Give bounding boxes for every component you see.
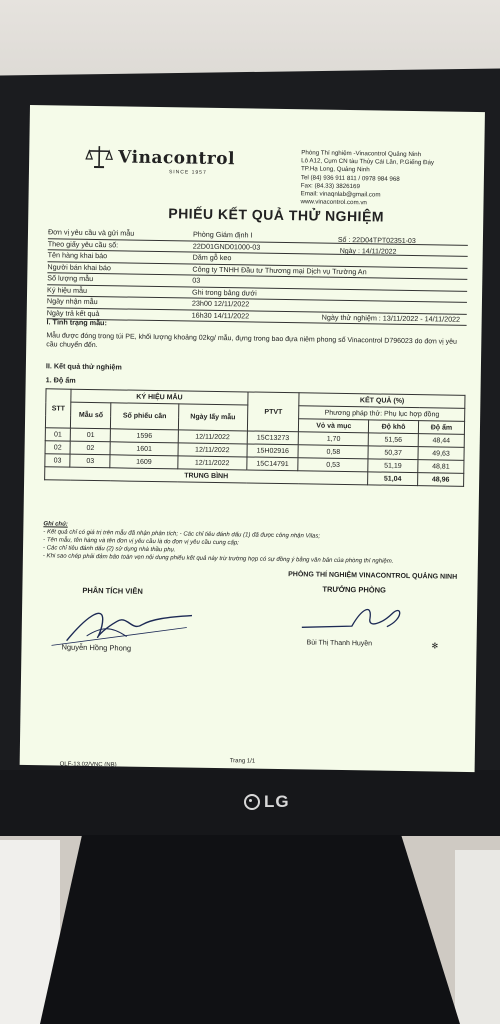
note-line: - Khi sao chép phải đảm bảo toàn vẹn nội dung phiếu kết quả này trừ trường hợp có sự đồng ý bằng văn bản của phòng thí nghiệm. <box>42 553 394 565</box>
col-header: Phương pháp thử: Phụ lục hợp đồng <box>299 406 465 422</box>
info-value: Ghi trong bảng dưới <box>192 287 257 298</box>
email: Email: vinaqnlab@gmail.com <box>300 190 381 199</box>
table-cell: 01 <box>70 428 110 442</box>
table-cell: 51,56 <box>368 433 418 447</box>
info-value: Công ty TNHH Đầu tư Thương mại Dịch vụ Trường An <box>192 264 367 276</box>
info-value: 22D01GND01000-03 <box>192 241 261 252</box>
lab-signature-title: PHÒNG THÍ NGHIỆM VINACONTROL QUẢNG NINH <box>288 571 458 581</box>
average-cell: 51,04 <box>368 472 418 486</box>
table-cell: 03 <box>45 454 70 467</box>
table-cell: 12/11/2022 <box>177 456 247 470</box>
sample-info <box>47 227 468 326</box>
section-heading: II. Kết quả thử nghiệm <box>45 361 122 372</box>
section-heading: I. Tình trạng mẫu: <box>46 317 107 328</box>
note-line: - Kết quả chỉ có giá trị trên mẫu đã nhận phân tích; - Các chỉ tiêu đánh dấu (1) đã được công nhận Vilas; <box>43 529 321 540</box>
tel: Tel (84) 936 911 811 / 0978 984 968 <box>300 173 400 183</box>
table-cell: 02 <box>70 441 110 455</box>
head-name: Bùi Thị Thanh Huyền <box>306 639 373 648</box>
since-text: SINCE 1957 <box>168 169 207 176</box>
col-header: KÝ HIỆU MẪU <box>71 389 248 405</box>
results-table <box>44 388 465 487</box>
note-line: - Tên mẫu, tên hàng và tên đơn vị yêu cầu là do đơn vị yêu cầu cung cấp; <box>43 537 239 547</box>
subsection-heading: 1. Độ ẩm <box>45 375 76 385</box>
vinacontrol-logo <box>84 142 235 174</box>
lab-name: Phòng Thí nghiệm -Vinacontrol Quảng Ninh <box>301 149 422 159</box>
average-label: TRUNG BÌNH <box>45 467 368 485</box>
report-date: Ngày : 14/11/2022 <box>339 247 397 256</box>
info-value: Phòng Giám định I <box>192 229 253 240</box>
lg-text: LG <box>264 792 290 811</box>
col-header: Độ khô <box>368 420 418 434</box>
table-cell: 15C14791 <box>247 457 299 471</box>
address-line: Lô A12, Cụm CN tàu Thủy Cái Lân, P.Giếng Đáy <box>301 157 435 167</box>
report-title: PHIẾU KẾT QUẢ THỬ NGHIỆM <box>168 205 385 225</box>
info-value: 16h30 14/11/2022 <box>191 310 250 320</box>
number-label: Số <box>337 236 347 244</box>
table-cell: 48,81 <box>418 460 464 474</box>
table-cell: 12/11/2022 <box>178 443 248 457</box>
table-cell: 50,37 <box>368 446 418 460</box>
lab-contact <box>300 149 481 209</box>
col-header: PTVT <box>247 392 299 432</box>
logo-text: Vinacontrol <box>118 147 236 170</box>
table-cell: 51,19 <box>368 459 418 473</box>
head-signature <box>292 597 413 639</box>
info-label: Theo giấy yêu cầu số: <box>47 238 119 249</box>
col-header: Độ ẩm <box>418 421 464 435</box>
table-cell: 15H02916 <box>247 444 299 458</box>
col-header: STT <box>45 389 71 428</box>
table-cell: 01 <box>45 428 70 441</box>
info-label: Tên hàng khai báo <box>47 250 108 261</box>
table-cell: 1601 <box>110 442 177 456</box>
stamp-mark: ✻ <box>431 641 439 651</box>
fax: Fax: (84.33) 3826169 <box>300 182 360 191</box>
info-label: Ngày nhận mẫu <box>46 296 98 307</box>
website: www.vinacontrol.com.vn <box>300 198 367 207</box>
info-label: Số lượng mẫu <box>47 273 94 284</box>
col-header: Vỏ và mục <box>299 419 369 433</box>
info-value: 23h00 12/11/2022 <box>191 298 250 309</box>
table-cell: 48,44 <box>418 434 464 448</box>
table-cell: 1,70 <box>299 432 369 446</box>
lg-logo <box>244 792 290 812</box>
monitor-stand <box>40 835 460 1024</box>
col-header: Số phiếu cân <box>111 403 179 430</box>
scale-icon <box>84 142 114 172</box>
info-value: Dăm gỗ keo <box>192 252 232 263</box>
col-header: Mẫu số <box>71 402 112 429</box>
table-cell: 0,53 <box>298 458 368 472</box>
desk-surface <box>455 850 500 1024</box>
head-role: TRƯỞNG PHÒNG <box>322 584 386 595</box>
sample-state: Mẫu được đóng trong túi PE, khối lượng khoảng 02kg/ mẫu, đựng trong bao đựa niêm phong số Vinacontrol D796023 do đơn vị yêu cầu chuyển đến. <box>46 332 458 350</box>
note-line: - Các chỉ tiêu đánh dấu (2) sử dụng nhà thầu phụ. <box>42 545 176 554</box>
table-cell: 0,58 <box>298 445 368 459</box>
notes-title: Ghi chú: <box>43 521 68 528</box>
table-cell: 02 <box>45 441 70 454</box>
table-cell: 03 <box>70 454 110 468</box>
document-screen <box>20 105 485 772</box>
info-label: Ký hiệu mẫu <box>47 284 88 295</box>
info-value: 03 <box>192 275 201 285</box>
lg-icon <box>244 794 260 810</box>
number-value: : 22D04TPT02351-03 <box>348 237 416 246</box>
address-line: TP.Hạ Long, Quảng Ninh <box>300 165 370 174</box>
col-header: KẾT QUẢ (%) <box>299 393 465 409</box>
table-cell: 12/11/2022 <box>178 430 248 444</box>
info-label: Đơn vị yêu cầu và gửi mẫu <box>47 227 135 238</box>
table-cell: 1596 <box>111 429 178 443</box>
test-date: Ngày thử nghiệm : 13/11/2022 - 14/11/2022 <box>321 312 461 324</box>
analyst-role: PHÂN TÍCH VIÊN <box>82 585 143 596</box>
info-label: Người bán khai báo <box>47 261 112 272</box>
table-cell: 15C13273 <box>247 431 299 445</box>
page-number: Trang 1/1 <box>229 758 256 765</box>
form-code: QLF-13.02/VNC (NB) <box>59 761 117 769</box>
analyst-name: Nguyễn Hồng Phong <box>61 642 132 653</box>
table-cell: 1609 <box>110 455 177 469</box>
notes <box>43 520 464 567</box>
table-cell: 49,63 <box>418 447 464 461</box>
info-label: Ngày trả kết quả <box>46 307 100 318</box>
average-cell: 48,96 <box>418 473 464 487</box>
col-header: Ngày lấy mẫu <box>178 404 248 431</box>
